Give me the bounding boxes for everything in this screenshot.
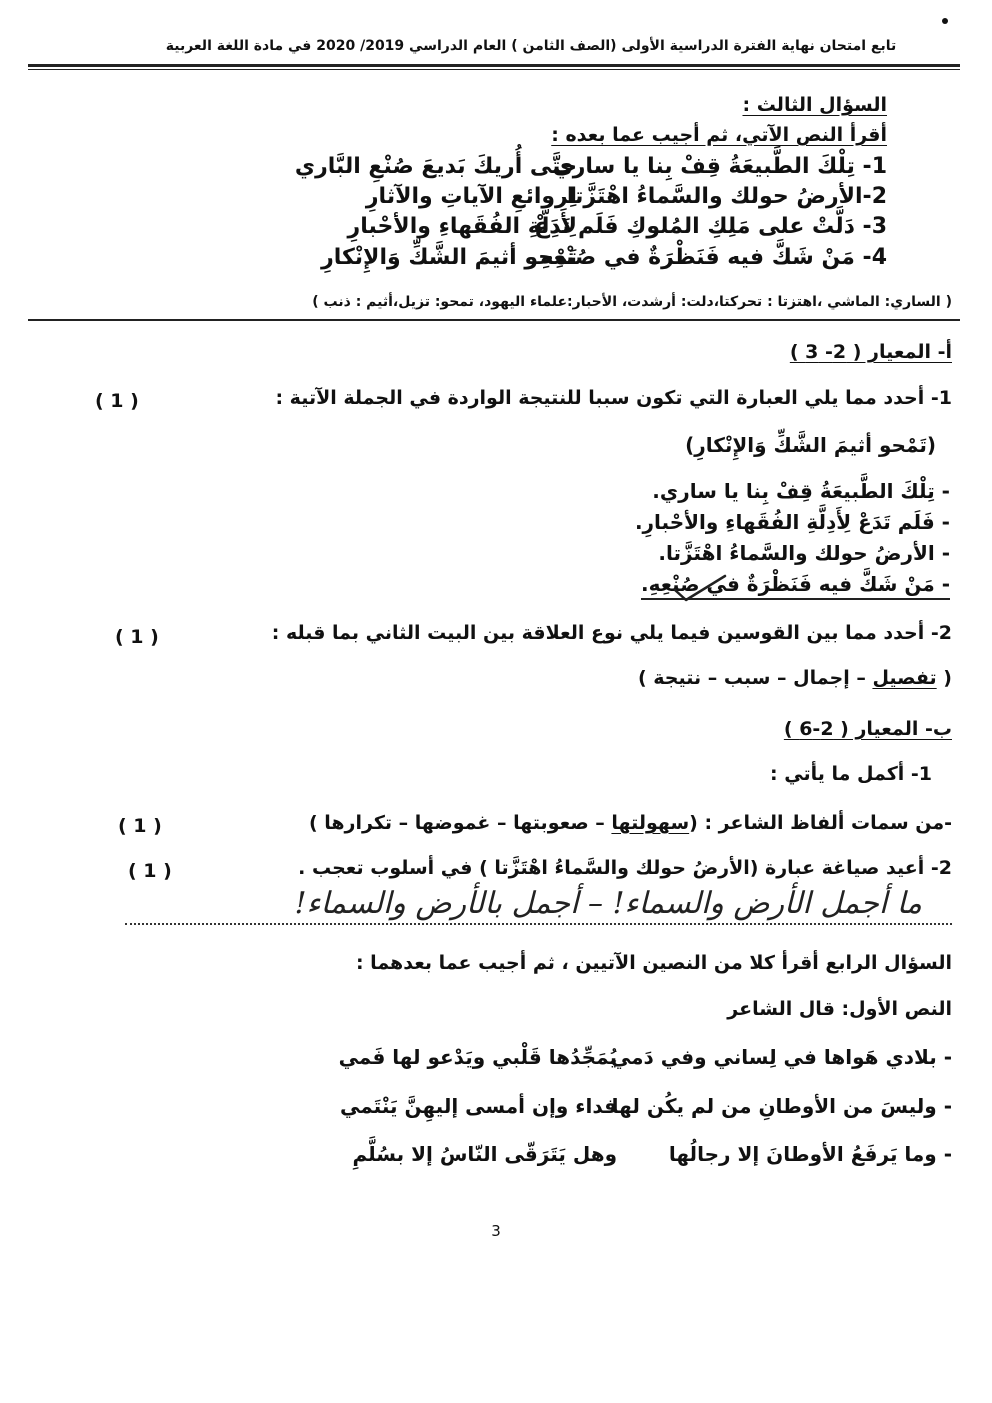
a-q2-answer: تفصيل <box>872 667 937 689</box>
q4-intro: السؤال الرابع أقرأ كلا من النصين الآتيين ، ثم أجيب عما بعدهما : <box>355 952 952 974</box>
exam-header: تابع امتحان نهاية الفترة الدراسية الأولى (الصف الثامن ) العام الدراسي 2019/ 2020 في مادة اللغة العربية <box>165 38 897 54</box>
q4-verse-2-second: فداء وإن أمسى إليهِنَّ يَنْتَمي <box>340 1094 617 1118</box>
b-q1-text: 1- أكمل ما يأتي : <box>770 763 932 785</box>
header-rule-thin <box>28 69 960 70</box>
b-q1-prefix: -من سمات ألفاظ الشاعر : ( <box>689 812 952 834</box>
a-q2-open: ( <box>936 667 952 689</box>
q3-instruction: أقرأ النص الآتي، ثم أجيب عما بعده : <box>551 124 887 146</box>
b-q1-mark: ( 1 ) <box>118 815 162 837</box>
q3-verse-3-second: لِأَدِلَّةِ الفُقَهاءِ والأحْبارِ <box>347 214 577 239</box>
a-q2-choices <box>638 667 952 689</box>
a-q1-option-4: - مَنْ شَكَّ فيه فَنَظْرَةٌ في صُنْعِهِ. <box>641 572 950 600</box>
q3-verse-4-first: 4- مَنْ شَكَّ فيه فَنَظْرَةٌ في صُنْعِهِ <box>540 245 887 270</box>
q3-verse-1-second: حتَّى أُريكَ بَديعَ صُنْعِ البَّاري <box>294 154 577 179</box>
q4-verse-3-second: وهل يَتَرَقّى النّاسُ إلا بسُلَّمِ <box>352 1142 617 1166</box>
q3-verse-4-second: تَمْحو أثيمَ الشَّكِّ وَالإِنْكارِ <box>321 245 577 270</box>
q3-verse-2-first: 2-الأرضُ حولك والسَّماءُ اهْتَزَّتا <box>566 184 887 209</box>
a-q1-option-1: - تِلْكَ الطَّبيعَةُ قِفْ بِنا يا ساري. <box>652 479 950 503</box>
q4-verse-3-first: - وما يَرفَعُ الأوطانَ إلا رجالُها <box>668 1142 952 1166</box>
checkmark-icon <box>672 572 728 604</box>
section-rule <box>28 319 960 321</box>
q4-verse-2-first: - وليسَ من الأوطانِ من لم يكُن لها <box>611 1094 952 1118</box>
b-q1-answer: سهولتها <box>611 812 690 834</box>
a-q1-option-2: - فَلَم تَدَعْ لِأَدِلَّةِ الفُقَهاءِ والأحْبارِ. <box>634 510 950 534</box>
b-q2-text: 2- أعيد صياغة عبارة (الأرضُ حولك والسَّماءُ اهْتَزَّتا ) في أسلوب تعجب . <box>298 857 952 879</box>
header-rule <box>28 64 960 67</box>
b-q1-rest: – صعوبتها – غموضها – تكرارها ) <box>308 812 612 834</box>
b-q2-mark: ( 1 ) <box>128 860 172 882</box>
q3-verse-3-first: 3- دَلَّتْ على مَلِكِ المُلوكِ فَلَم تَدَعْ <box>534 214 887 239</box>
a-q1-option-3: - الأرضُ حولك والسَّماءُ اهْتَزَّتا. <box>658 541 950 565</box>
q3-title: السؤال الثالث : <box>742 94 887 116</box>
page-number: 3 <box>491 1222 501 1240</box>
a-q1-mark: ( 1 ) <box>95 390 139 412</box>
a-q1-text: 1- أحدد مما يلي العبارة التي تكون سببا للنتيجة الواردة في الجملة الآتية : <box>275 387 952 409</box>
handwritten-answer: ما أجمل الأرض والسماء! – أجمل بالأرض والسماء! <box>294 886 922 921</box>
a-q1-sentence: (تَمْحو أثيمَ الشَّكِّ وَالإِنْكارِ) <box>685 433 936 457</box>
b-q1-line <box>309 812 952 834</box>
corner-dot <box>942 18 948 24</box>
criterion-a-label: أ- المعيار ( 2- 3 ) <box>789 341 952 363</box>
q3-verse-1-first: 1- تِلْكَ الطَّبيعَةُ قِفْ بِنا يا ساري <box>552 154 887 179</box>
a-q2-text: 2- أحدد مما بين القوسين فيما يلي نوع العلاقة بين البيت الثاني بما قبله : <box>271 622 952 644</box>
criterion-b-label: ب- المعيار ( 2-6 ) <box>783 718 952 740</box>
q3-glossary: ( الساري: الماشي ،اهتزتا : تحركتا،دلت: أرشدت، الأحبار:علماء اليهود، تمحو: تزيل،أثيم : ذنب ) <box>312 294 952 310</box>
a-q2-choices-rest: – إجمال – سبب – نتيجة ) <box>637 667 873 689</box>
q4-verse-1-second: يُمَجِّدُها قَلْبي ويَدْعو لها فَمي <box>338 1045 617 1069</box>
a-q2-mark: ( 1 ) <box>115 626 159 648</box>
q4-verse-1-first: - بلادي هَواها في لِساني وفي دَمي <box>610 1045 952 1069</box>
q3-verse-2-second: لِروائعِ الآياتِ والآثارِ <box>365 184 577 209</box>
answer-dotted-line <box>125 923 952 925</box>
q4-text1-label: النص الأول: قال الشاعر <box>727 998 952 1020</box>
